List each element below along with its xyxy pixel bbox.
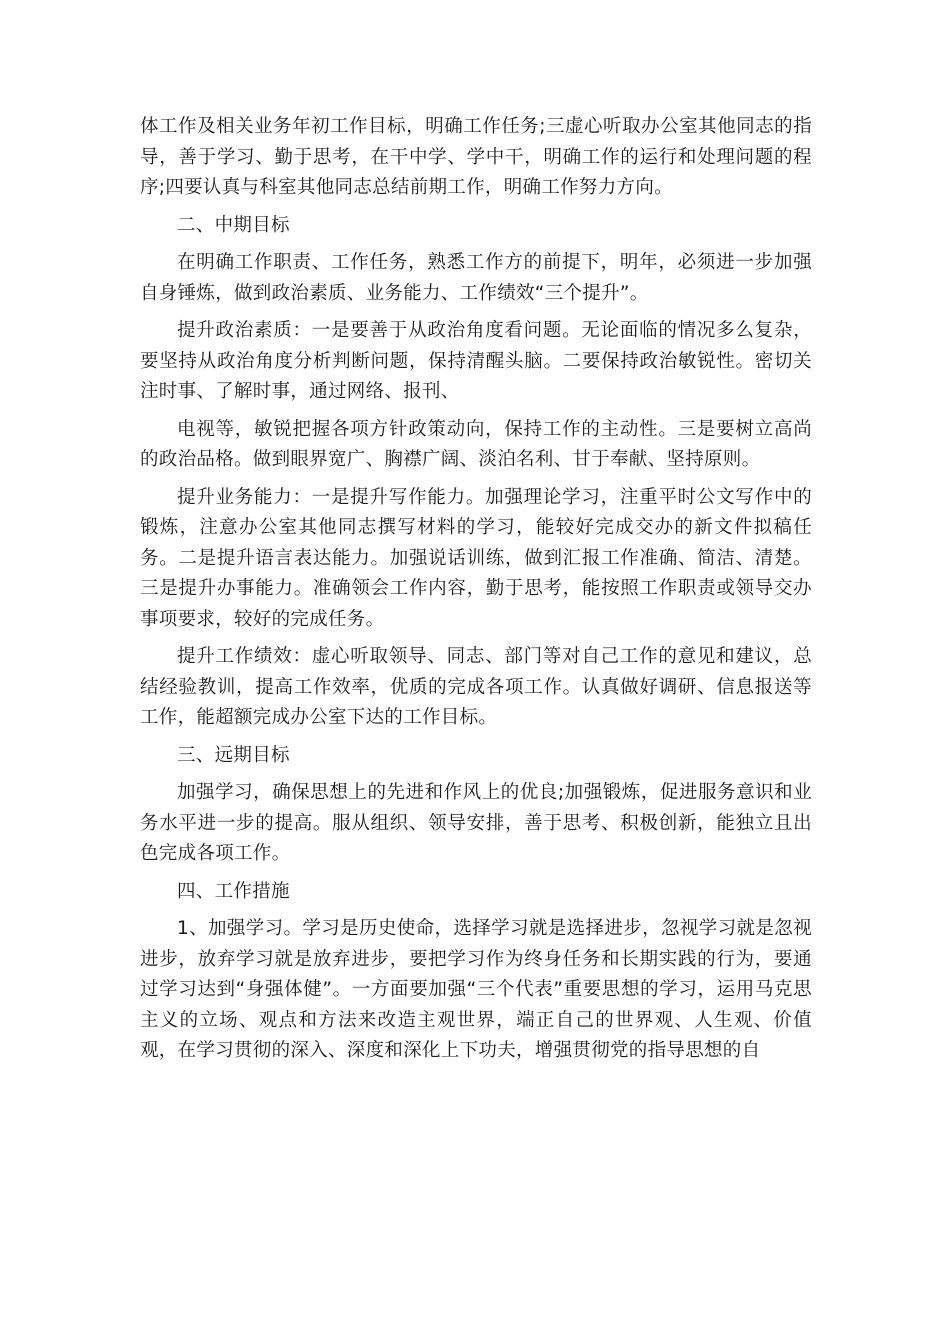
heading-mid-term-goals: 二、中期目标 <box>177 214 290 236</box>
heading-work-measures: 四、工作措施 <box>177 880 290 902</box>
paragraph-8: 1、加强学习。学习是历史使命，选择学习就是选择进步，忽视学习就是忽视进步，放弃学习就是放弃进步，要把学习作为终身任务和长期实践的行为，要通过学习达到“身强体健”。一方面要加强“三个代表”重要思想的学习，运用马克思主义的立场、观点和方法来改造主观世界，端正自己的世界观、人生观、价值观，在学习贯彻的深入、深度和深化上下功夫，增强贯彻党的指导思想的自 <box>140 918 812 1061</box>
paragraph-6: 提升工作绩效：虚心听取领导、同志、部门等对自己工作的意见和建议，总结经验教训，提高工作效率，优质的完成各项工作。认真做好调研、信息报送等工作，能超额完成办公室下达的工作目标。 <box>140 646 812 728</box>
paragraph-4: 电视等，敏锐把握各项方针政策动向，保持工作的主动性。三是要树立高尚的政治品格。做到眼界宽广、胸襟广阔、淡泊名利、甘于奉献、坚持原则。 <box>140 418 812 470</box>
paragraph-3: 提升政治素质：一是要善于从政治角度看问题。无论面临的情况多么复杂，要坚持从政治角度分析判断问题，保持清醒头脑。二要保持政治敏锐性。密切关注时事、了解时事，通过网络、报刊、 <box>140 320 812 402</box>
paragraph-1: 体工作及相关业务年初工作目标，明确工作任务;三虚心听取办公室其他同志的指导，善于学习、勤于思考，在干中学、学中干，明确工作的运行和处理问题的程序;四要认真与科室其他同志总结前期工作，明确工作努力方向。 <box>140 116 812 198</box>
document-body <box>140 112 812 1067</box>
paragraph-2: 在明确工作职责、工作任务，熟悉工作方的前提下，明年，必须进一步加强自身锤炼，做到政治素质、业务能力、工作绩效“三个提升”。 <box>140 252 812 304</box>
paragraph-7: 加强学习，确保思想上的先进和作风上的优良;加强锻炼，促进服务意识和业务水平进一步的提高。服从组织、领导安排，善于思考、积极创新，能独立且出色完成各项工作。 <box>140 782 812 864</box>
paragraph-5: 提升业务能力：一是提升写作能力。加强理论学习，注重平时公文写作中的锻炼，注意办公室其他同志撰写材料的学习，能较好完成交办的新文件拟稿任务。二是提升语言表达能力。加强说话训练，做到汇报工作准确、简洁、清楚。三是提升办事能力。准确领会工作内容，勤于思考，能按照工作职责或领导交办事项要求，较好的完成任务。 <box>140 486 812 630</box>
heading-long-term-goals: 三、远期目标 <box>177 744 290 766</box>
